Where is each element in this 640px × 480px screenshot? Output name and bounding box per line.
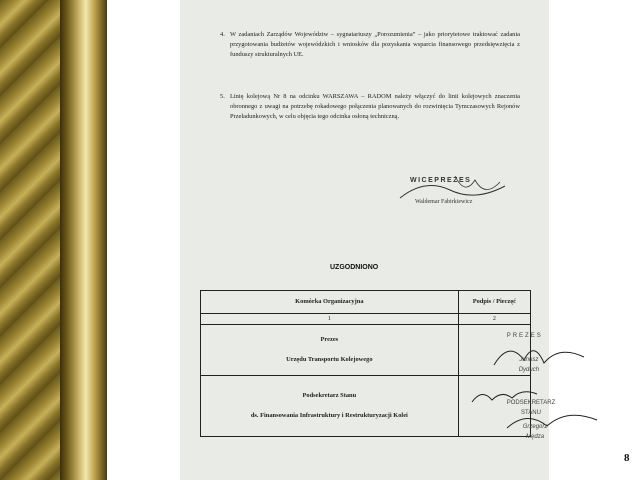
table-row bbox=[201, 376, 531, 437]
agreed-heading: UZGODNIONO bbox=[330, 264, 379, 271]
item-text: W zadaniach Zarządów Województw – sygnatariuszy „Porozumienia” – jako priorytetowe traktować zadania przygotowania budżetów wojewódzkich i wniosków dla pozyskania wsparcia finansowego przedsięwzięcia z funduszy strukturalnych UE. bbox=[230, 31, 520, 58]
position-title: Prezes bbox=[320, 336, 339, 343]
organization-unit: ds. Finansowania Infrastruktury i Restrukturyzacji Kolei bbox=[250, 412, 408, 419]
decorative-gold-pillar bbox=[60, 0, 107, 480]
item-number: 4. bbox=[220, 31, 225, 38]
item-number: 5. bbox=[220, 93, 225, 100]
stamp-name: Grzegorz Mędza bbox=[522, 424, 548, 440]
stamp-text: PODSEKRETARZ STANU bbox=[506, 400, 556, 416]
column-number: 2 bbox=[458, 314, 530, 325]
document-page bbox=[180, 0, 556, 480]
table-header: Komórka Organizacyjna bbox=[201, 291, 459, 314]
signature-name: Waldemar Fabirkiewicz bbox=[415, 199, 473, 205]
signature-title: WICEPREZES bbox=[410, 177, 472, 184]
page-number: 8 bbox=[624, 452, 630, 464]
position-title: Podsekretarz Stanu bbox=[302, 392, 357, 399]
table-header: Podpis / Pieczęć bbox=[458, 291, 530, 314]
column-number: 1 bbox=[201, 314, 459, 325]
stamp-name: Janusz Dyduch bbox=[518, 357, 540, 373]
stamp-text: PREZES bbox=[506, 333, 543, 339]
table-row bbox=[201, 325, 531, 376]
approval-table bbox=[200, 290, 556, 440]
item-text: Linię kolejową Nr 8 na odcinku WARSZAWA – RADOM należy włączyć do linii kolejowych znaczenia obronnego z uwagi na potrzebę rokadowego połączenia planowanych do rozwinięcia Tymczasowych Rejonów Przeładunkowych, w celu objęcia tego odcinka osłoną techniczną. bbox=[230, 93, 520, 120]
organization-unit: Urzędu Transportu Kolejowego bbox=[286, 356, 373, 363]
